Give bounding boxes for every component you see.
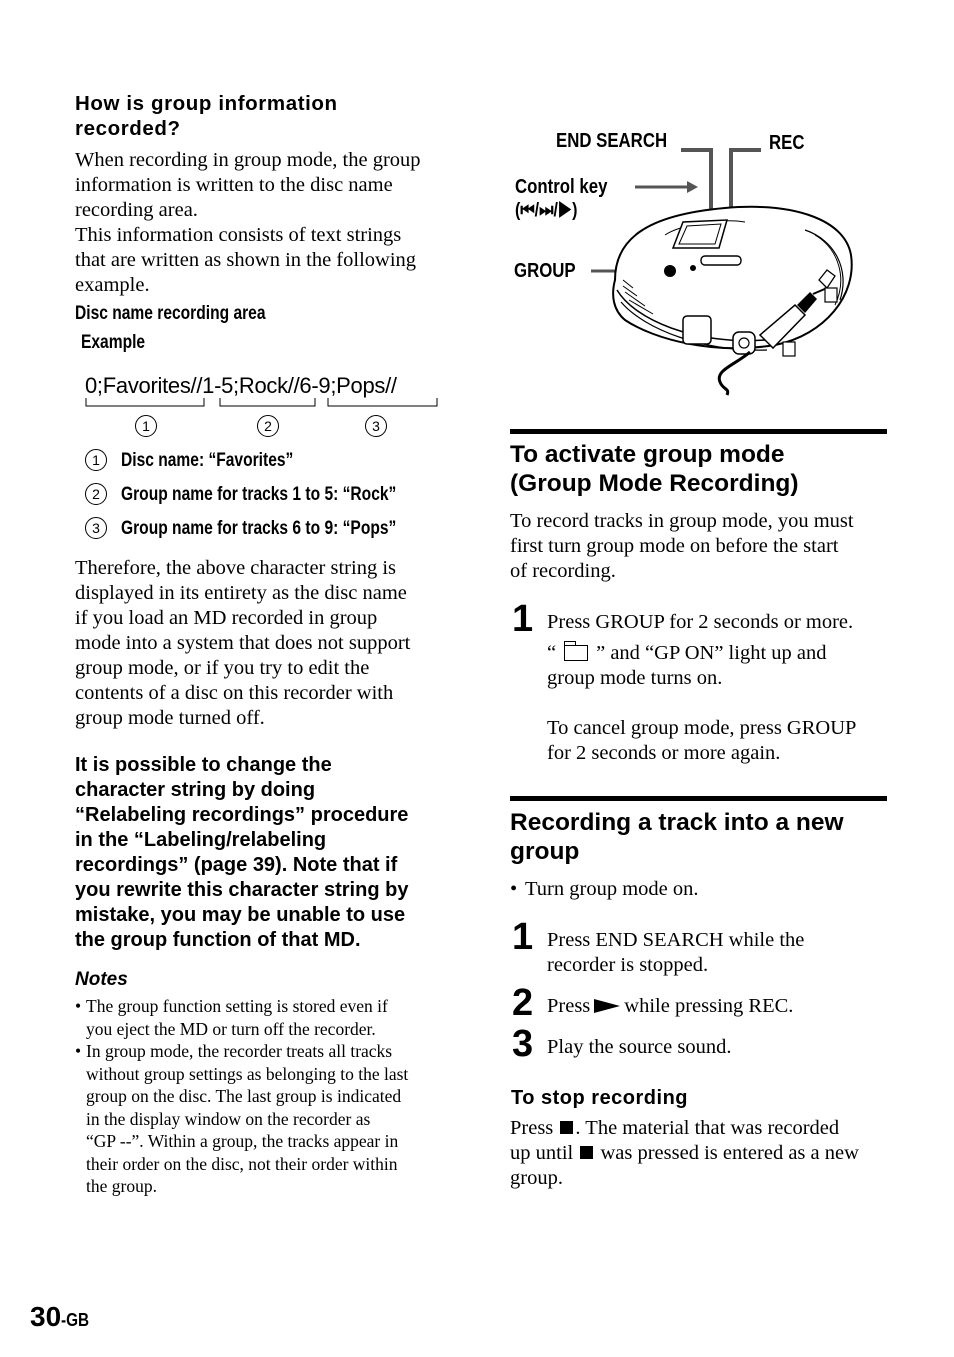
stop-icon [560,1121,573,1134]
marker-3: 3 [365,415,387,437]
note-item-1: • The group function setting is stored even if you eject the MD or turn off the recorder. [75,995,455,1040]
legend-number: 1 [85,449,107,471]
md-recorder-illustration [505,120,865,400]
example-part-2: 1-5;Rock// [202,373,300,398]
legend-item-2 [85,483,397,505]
legend-text: Disc name: “Favorites” [121,450,294,471]
end-search-label: END SEARCH [556,130,668,152]
section2-step-1: Press END SEARCH while the recorder is stopped. [547,929,805,976]
section2-step-3: Play the source sound. [547,1036,732,1058]
stop-icon [580,1146,593,1159]
page-number [30,1300,94,1334]
example-brackets [80,396,450,410]
section1-rule [510,429,887,434]
section1-intro: To record tracks in group mode, you must first turn group mode on before the start of recording. [510,510,854,582]
disc-area-label: Disc name recording area [75,303,266,324]
notes-list [75,995,455,1198]
example-part-1: 0;Favorites// [85,373,203,398]
legend-text: Group name for tracks 6 to 9: “Pops” [121,518,397,539]
cancel-group-mode-text: To cancel group mode, press GROUP for 2 seconds or more again. [547,717,857,764]
section1-step-1: Press GROUP for 2 seconds or more. “ ” and “GP ON” light up and group mode turns on. To cancel group mode, press GROUP for 2 seconds or more again. [547,610,892,766]
section2-rule [510,796,887,801]
stop-recording-text: Press . The material that was recorded up until was pressed is entered as a new group. [510,1117,859,1189]
control-key-label: Control key [515,176,608,198]
group-label: GROUP [514,260,576,282]
control-key-symbols: (⏮/⏭/▶) [515,200,578,221]
legend-number: 2 [85,483,107,505]
note-item-2: • In group mode, the recorder treats all tracks without group settings as belonging to the last group on the disc. The last group is indicated in the display window on the recorder as “GP --”. Within a group, the tracks appear in their order on the disc, not their order within the group. [75,1040,455,1198]
section1-step-1-number: 1 [512,598,534,640]
recorder-figure [505,120,865,400]
example-part-3: 6-9;Pops// [299,373,397,398]
group-info-paragraph: When recording in group mode, the group information is written to the disc name recording area. This information consists of text strings that are written as shown in the following example. [75,149,421,296]
notes-title: Notes [75,969,128,990]
play-icon [594,999,620,1013]
marker-2: 2 [257,415,279,437]
page-number-suffix: -GB [61,1310,90,1330]
example-label: Example [81,332,146,353]
relabel-warning: It is possible to change the character string by doing “Relabeling recordings” procedure in the “Labeling/relabeling recordings” (page 39). Note that if you rewrite this character string by mistake, you may be unable to use the group function of that MD. [75,754,409,951]
legend-text: Group name for tracks 1 to 5: “Rock” [121,484,397,505]
legend-item-3 [85,517,397,539]
page-number-value: 30 [30,1301,62,1332]
section2-title: Recording a track into a new group [510,809,844,865]
section1-title: To activate group mode (Group Mode Recording) [510,441,799,497]
group-info-heading: How is group information recorded? [75,92,338,140]
legend-item-1 [85,449,294,471]
legend-number: 3 [85,517,107,539]
section2-prereq-bullet: • Turn group mode on. [510,877,954,902]
section2-step-2-number: 2 [512,982,534,1024]
group-folder-icon [564,645,588,661]
stop-recording-heading: To stop recording [511,1087,689,1109]
display-explanation-paragraph: Therefore, the above character string is displayed in its entirety as the disc name if you load an MD recorded in group mode into a system that does not support group mode, or if you try to edit the contents of a disc on this recorder with group mode turned off. [75,557,411,729]
section2-step-3-number: 3 [512,1023,534,1065]
rec-label: REC [769,132,805,154]
section2-step-2: Press while pressing REC. [547,995,794,1017]
section2-step-1-number: 1 [512,916,534,958]
marker-1: 1 [135,415,157,437]
